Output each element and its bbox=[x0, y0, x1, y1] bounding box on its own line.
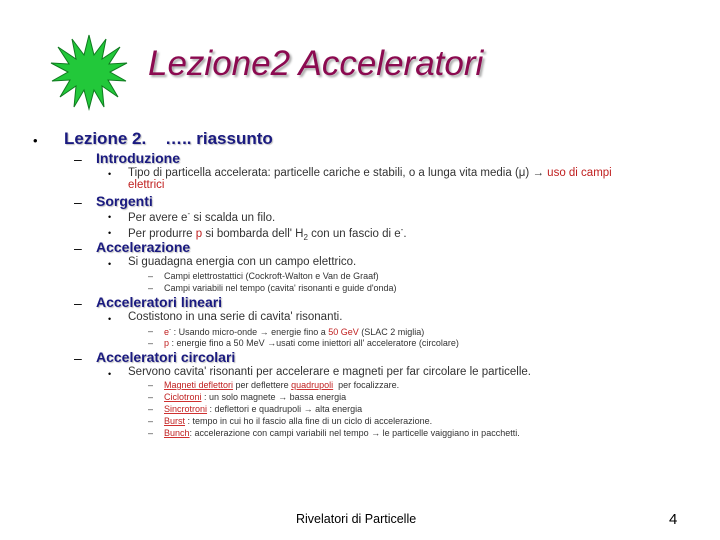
section-heading-introduzione: Introduzione bbox=[96, 150, 180, 166]
subitem-dash: – bbox=[148, 380, 154, 390]
section-dash: – bbox=[74, 350, 82, 366]
lineari-subitem-protons: p : energie fino a 50 MeV →usati come iniettori all' acceleratore (circolare) bbox=[164, 338, 459, 348]
section-heading-circolari: Acceleratori circolari bbox=[96, 349, 236, 365]
item-bullet: • bbox=[108, 228, 112, 238]
circolari-subitem-burst: Burst : tempo in cui ho il fascio alla fine di un ciclo di accelerazione. bbox=[164, 416, 433, 426]
arrow-icon: → bbox=[267, 338, 277, 348]
circolari-item: Servono cavita' risonanti per accelerare e magneti per far circolare le particelle. bbox=[128, 366, 531, 378]
level1-bullet: • bbox=[33, 133, 38, 148]
item-bullet: • bbox=[108, 369, 112, 379]
page-number: 4 bbox=[669, 511, 678, 528]
subitem-dash: – bbox=[148, 326, 154, 336]
item-bullet: • bbox=[108, 259, 112, 269]
circolari-subitem-magneti: Magneti deflettori per deflettere quadrupoli per focalizzare. bbox=[164, 380, 400, 390]
intro-item-line1: Tipo di particella accelerata: particelle cariche e stabili, o a lunga vita media (μ) → uso di campi bbox=[128, 167, 612, 179]
arrow-icon: → bbox=[303, 404, 313, 414]
accelerazione-subitem-1: Campi elettrostattici (Cockroft-Walton e Van de Graaf) bbox=[164, 271, 379, 281]
subitem-dash: – bbox=[148, 338, 154, 348]
section-heading-lineari: Acceleratori lineari bbox=[96, 294, 223, 310]
subitem-dash: – bbox=[148, 428, 154, 438]
circolari-subitem-sincrotroni: Sincrotroni : deflettori e quadrupoli → alta energia bbox=[164, 404, 363, 414]
section-dash: – bbox=[74, 194, 82, 210]
lineari-item: Costistono in una serie di cavita' risonanti. bbox=[128, 311, 343, 323]
section-dash: – bbox=[74, 151, 82, 167]
section-dash: – bbox=[74, 295, 82, 311]
sorgenti-item-1: Per avere e- si scalda un filo. bbox=[128, 209, 276, 224]
item-bullet: • bbox=[108, 314, 112, 324]
circolari-subitem-bunch: Bunch: accelerazione con campi variabili nel tempo → le particelle vaiggiano in pacchetti. bbox=[164, 428, 520, 438]
subitem-dash: – bbox=[148, 404, 154, 414]
sorgenti-item-2: Per produrre p si bombarda dell' $H_2$ con un fascio di e-. bbox=[128, 225, 407, 243]
intro-item-line2: elettrici bbox=[128, 179, 165, 191]
arrow-icon: → bbox=[259, 327, 269, 337]
footer-text: Rivelatori di Particelle bbox=[296, 512, 417, 526]
level1-heading: Lezione 2. ….. riassunto bbox=[64, 129, 273, 148]
arrow-icon: → bbox=[371, 428, 381, 438]
circolari-subitem-ciclotroni: Ciclotroni : un solo magnete → bassa energia bbox=[164, 392, 347, 402]
subitem-dash: – bbox=[148, 271, 154, 281]
green-starburst-icon bbox=[50, 33, 128, 111]
item-bullet: • bbox=[108, 169, 112, 179]
item-bullet: • bbox=[108, 212, 112, 222]
section-heading-sorgenti: Sorgenti bbox=[96, 193, 153, 209]
accelerazione-item: Si guadagna energia con un campo elettrico. bbox=[128, 256, 357, 268]
arrow-icon: → bbox=[278, 392, 288, 402]
subitem-dash: – bbox=[148, 416, 154, 426]
arrow-icon: → bbox=[532, 167, 544, 179]
section-heading-accelerazione: Accelerazione bbox=[96, 239, 191, 255]
lineari-subitem-electrons: e- : Usando micro-onde → energie fino a 50 GeV (SLAC 2 miglia) bbox=[164, 326, 425, 337]
accelerazione-subitem-2: Campi variabili nel tempo (cavita' risonanti e guide d'onda) bbox=[164, 283, 397, 293]
subitem-dash: – bbox=[148, 283, 154, 293]
slide-title: Lezione2 Acceleratori bbox=[148, 44, 484, 83]
subitem-dash: – bbox=[148, 392, 154, 402]
section-dash: – bbox=[74, 240, 82, 256]
